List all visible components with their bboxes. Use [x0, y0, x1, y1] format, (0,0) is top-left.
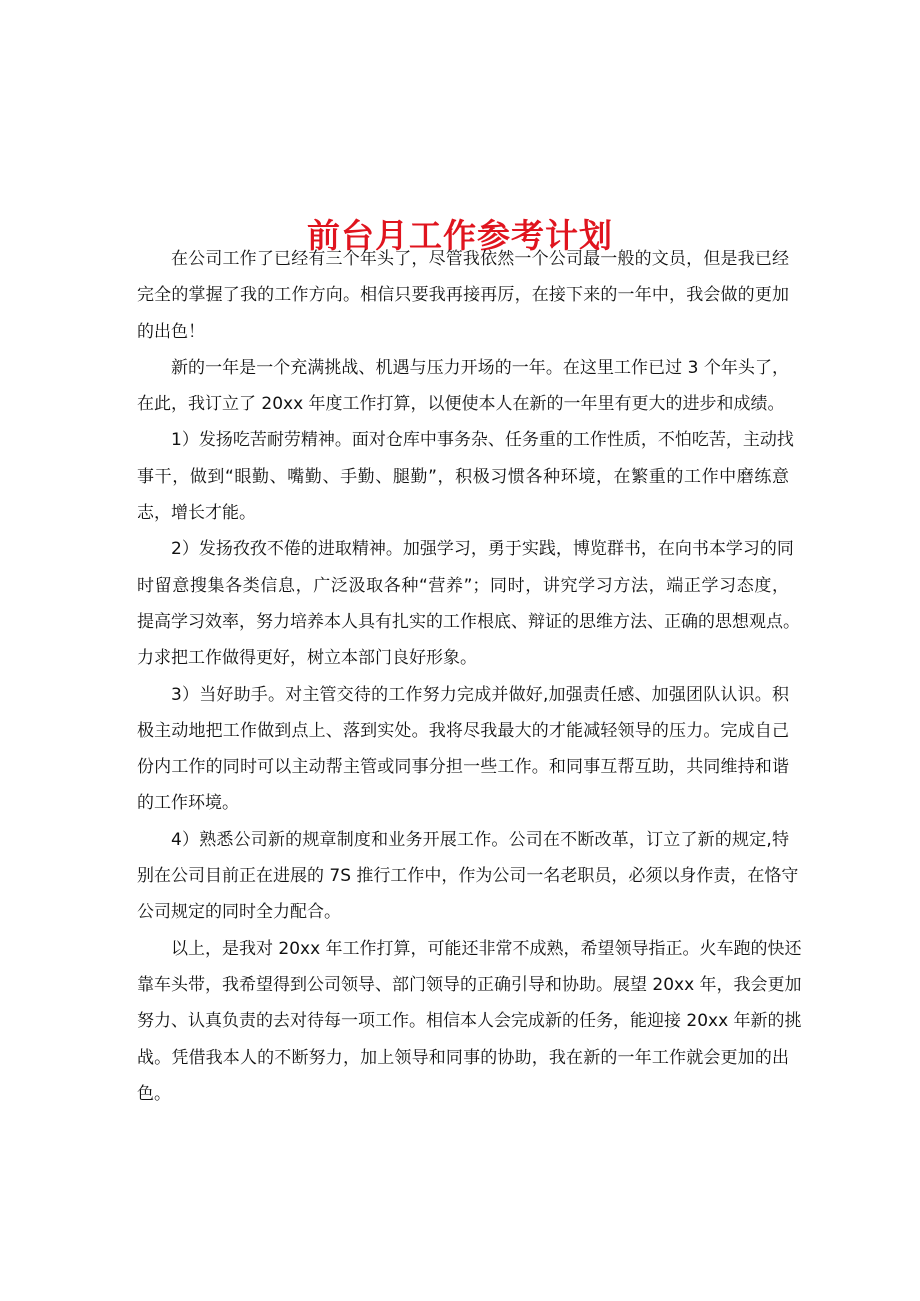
paragraph-line: 志，增长才能。: [137, 503, 256, 524]
paragraph: [137, 422, 794, 531]
paragraph-line: 努力、认真负责的去对待每一项工作。相信本人会完成新的任务，能迎接 20xx 年新的挑: [137, 1011, 802, 1032]
paragraph-line: 4）熟悉公司新的规章制度和业务开展工作。公司在不断改革，订立了新的规定,特: [171, 829, 789, 850]
paragraph-line: 力求把工作做得更好，树立本部门良好形象。: [137, 648, 477, 669]
paragraph-line: 2）发扬孜孜不倦的进取精神。加强学习，勇于实践，博览群书，在向书本学习的同: [171, 539, 794, 560]
paragraph: [137, 677, 789, 822]
paragraph-line: 1）发扬吃苦耐劳精神。面对仓库中事务杂、任务重的工作性质，不怕吃苦，主动找: [171, 430, 794, 451]
paragraph-line: 在公司工作了已经有三个年头了，尽管我依然一个公司最一般的文员，但是我已经: [171, 249, 789, 269]
paragraph-line: 新的一年是一个充满挑战、机遇与压力开场的一年。在这里工作已过 3 个年头了，: [171, 357, 789, 378]
paragraph-line: 的工作环境。: [137, 793, 239, 814]
paragraph: [137, 931, 802, 1112]
paragraph-line: 份内工作的同时可以主动帮主管或同事分担一些工作。和同事互帮互助，共同维持和谐: [137, 757, 789, 778]
paragraph: [137, 241, 789, 350]
paragraph: [137, 350, 789, 423]
paragraph-line: 别在公司目前正在进展的 7S 推行工作中，作为公司一名老职员，必须以身作责，在恪守: [137, 866, 799, 887]
document-body: [137, 241, 802, 1112]
paragraph-line: 时留意搜集各类信息，广泛汲取各种“营养”；同时，讲究学习方法，端正学习态度，: [137, 575, 789, 596]
paragraph-line: 色。: [137, 1083, 171, 1104]
paragraph-line: 靠车头带，我希望得到公司领导、部门领导的正确引导和协助。展望 20xx 年，我会更加: [137, 974, 802, 995]
paragraph-line: 3）当好助手。对主管交待的工作努力完成并做好,加强责任感、加强团队认识。积: [171, 684, 789, 705]
paragraph-line: 事干，做到“眼勤、嘴勤、手勤、腿勤”，积极习惯各种环境，在繁重的工作中磨练意: [137, 466, 789, 487]
paragraph-line: 极主动地把工作做到点上、落到实处。我将尽我最大的才能减轻领导的压力。完成自己: [137, 720, 789, 741]
paragraph-line: 提高学习效率，努力培养本人具有扎实的工作根底、辩证的思维方法、正确的思想观点。: [137, 611, 800, 632]
paragraph-line: 公司规定的同时全力配合。: [137, 902, 341, 923]
paragraph: [137, 822, 799, 931]
paragraph: [137, 531, 800, 676]
paragraph-line: 在此，我订立了 20xx 年度工作打算，以便使本人在新的一年里有更大的进步和成绩。: [137, 394, 785, 415]
paragraph-line: 完全的掌握了我的工作方向。相信只要我再接再厉，在接下来的一年中，我会做的更加: [137, 285, 789, 306]
paragraph-line: 以上，是我对 20xx 年工作打算，可能还非常不成熟，希望领导指正。火车跑的快还: [171, 938, 802, 959]
paragraph-line: 的出色！: [137, 321, 205, 342]
document-title: 前台月工作参考计划: [307, 216, 613, 256]
paragraph-line: 战。凭借我本人的不断努力，加上领导和同事的协助，我在新的一年工作就会更加的出: [137, 1047, 789, 1068]
